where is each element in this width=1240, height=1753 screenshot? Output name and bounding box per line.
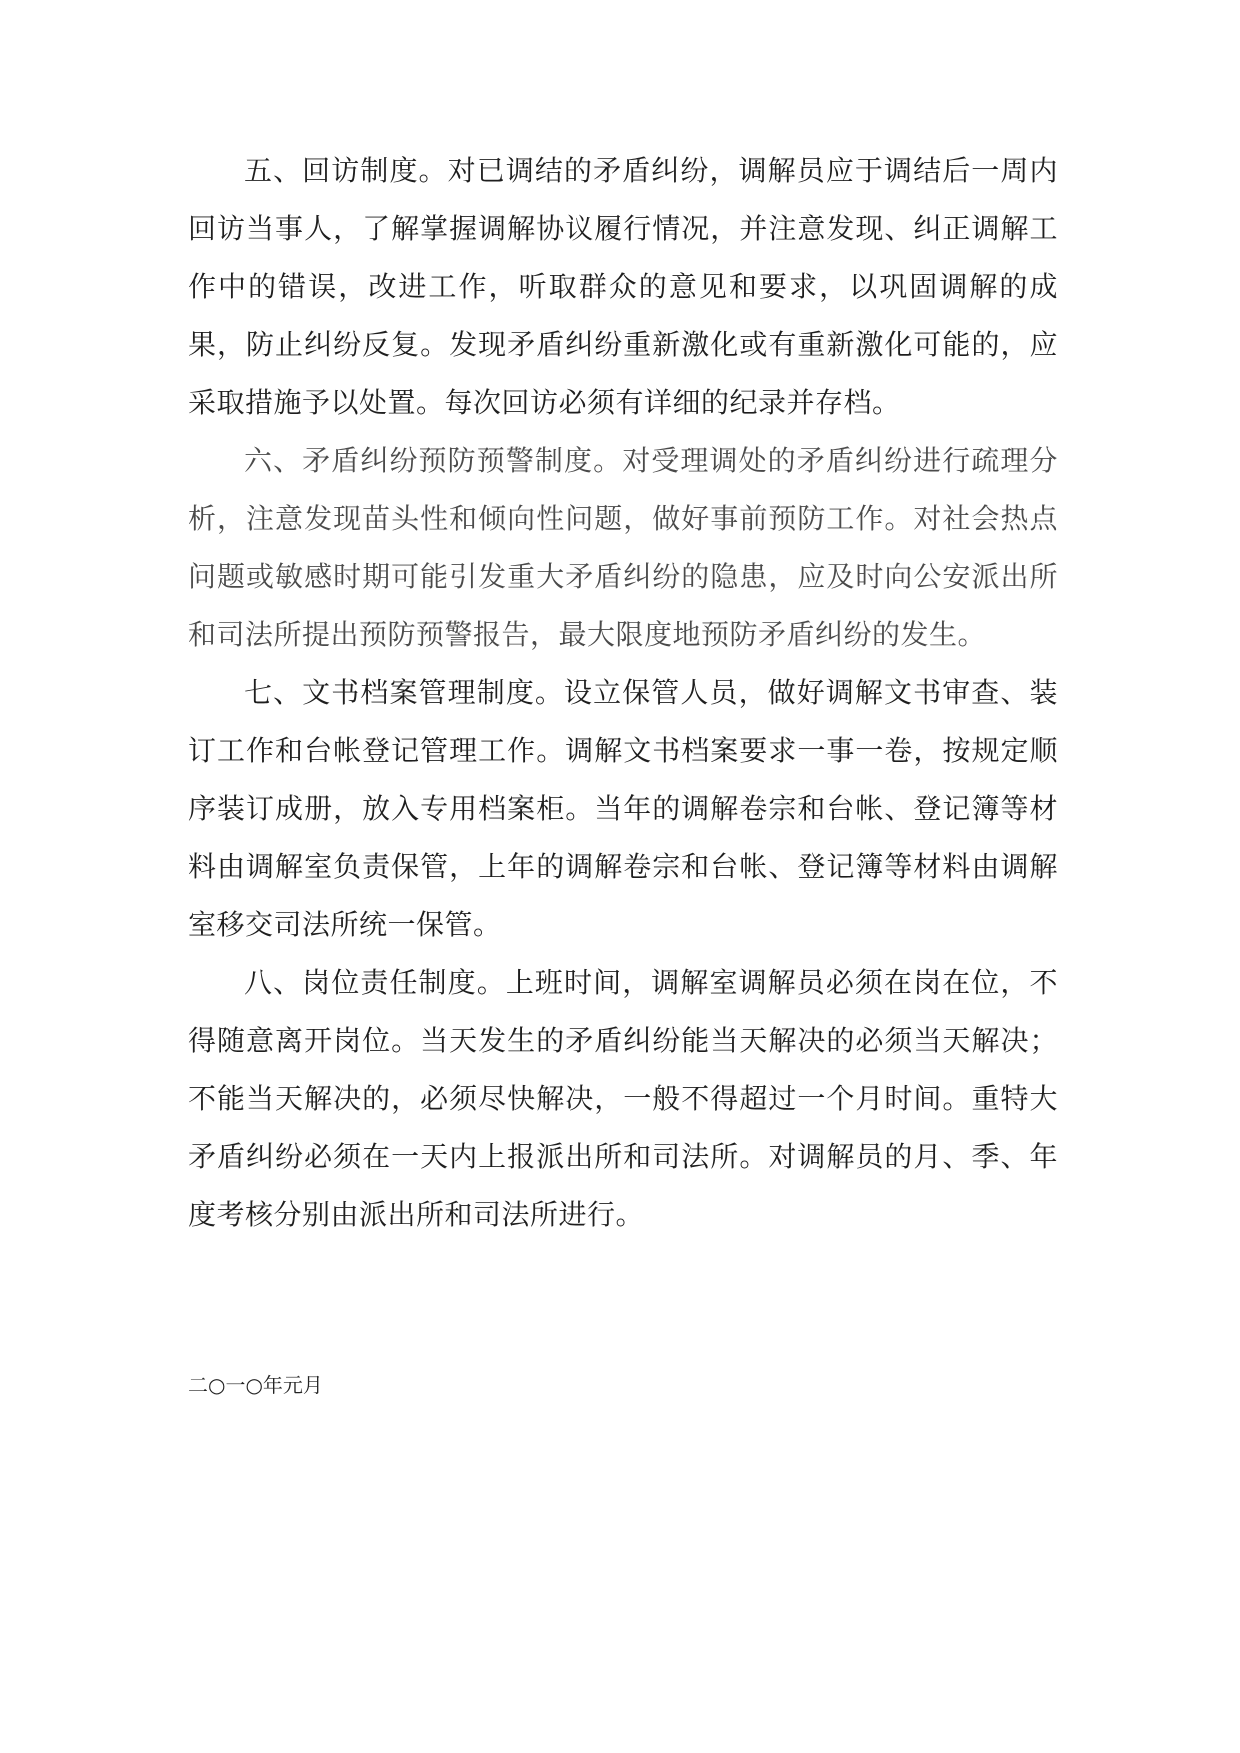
document-date: 二○一○年元月	[188, 1373, 323, 1397]
paragraph-post-responsibility-system: 八、岗位责任制度。上班时间，调解室调解员必须在岗在位，不得随意离开岗位。当天发生的矛盾纠纷能当天解决的必须当天解决；不能当天解决的，必须尽快解决，一般不得超过一个月时间。重特大矛盾纠纷必须在一天内上报派出所和司法所。对调解员的月、季、年度考核分别由派出所和司法所进行。	[188, 966, 1058, 1231]
document-body	[188, 142, 1058, 1244]
paragraph-archive-management-system: 七、文书档案管理制度。设立保管人员，做好调解文书审查、装订工作和台帐登记管理工作。调解文书档案要求一事一卷，按规定顺序装订成册，放入专用档案柜。当年的调解卷宗和台帐、登记簿等材料由调解室负责保管，上年的调解卷宗和台帐、登记簿等材料由调解室移交司法所统一保管。	[188, 676, 1058, 941]
paragraph-dispute-prevention-system: 六、矛盾纠纷预防预警制度。对受理调处的矛盾纠纷进行疏理分析，注意发现苗头性和倾向性问题，做好事前预防工作。对社会热点问题或敏感时期可能引发重大矛盾纠纷的隐患，应及时向公安派出所和司法所提出预防预警报告，最大限度地预防矛盾纠纷的发生。	[188, 444, 1058, 651]
paragraph-return-visit-system: 五、回访制度。对已调结的矛盾纠纷，调解员应于调结后一周内回访当事人，了解掌握调解协议履行情况，并注意发现、纠正调解工作中的错误，改进工作，听取群众的意见和要求，以巩固调解的成果，防止纠纷反复。发现矛盾纠纷重新激化或有重新激化可能的，应采取措施予以处置。每次回访必须有详细的纪录并存档。	[188, 154, 1058, 419]
